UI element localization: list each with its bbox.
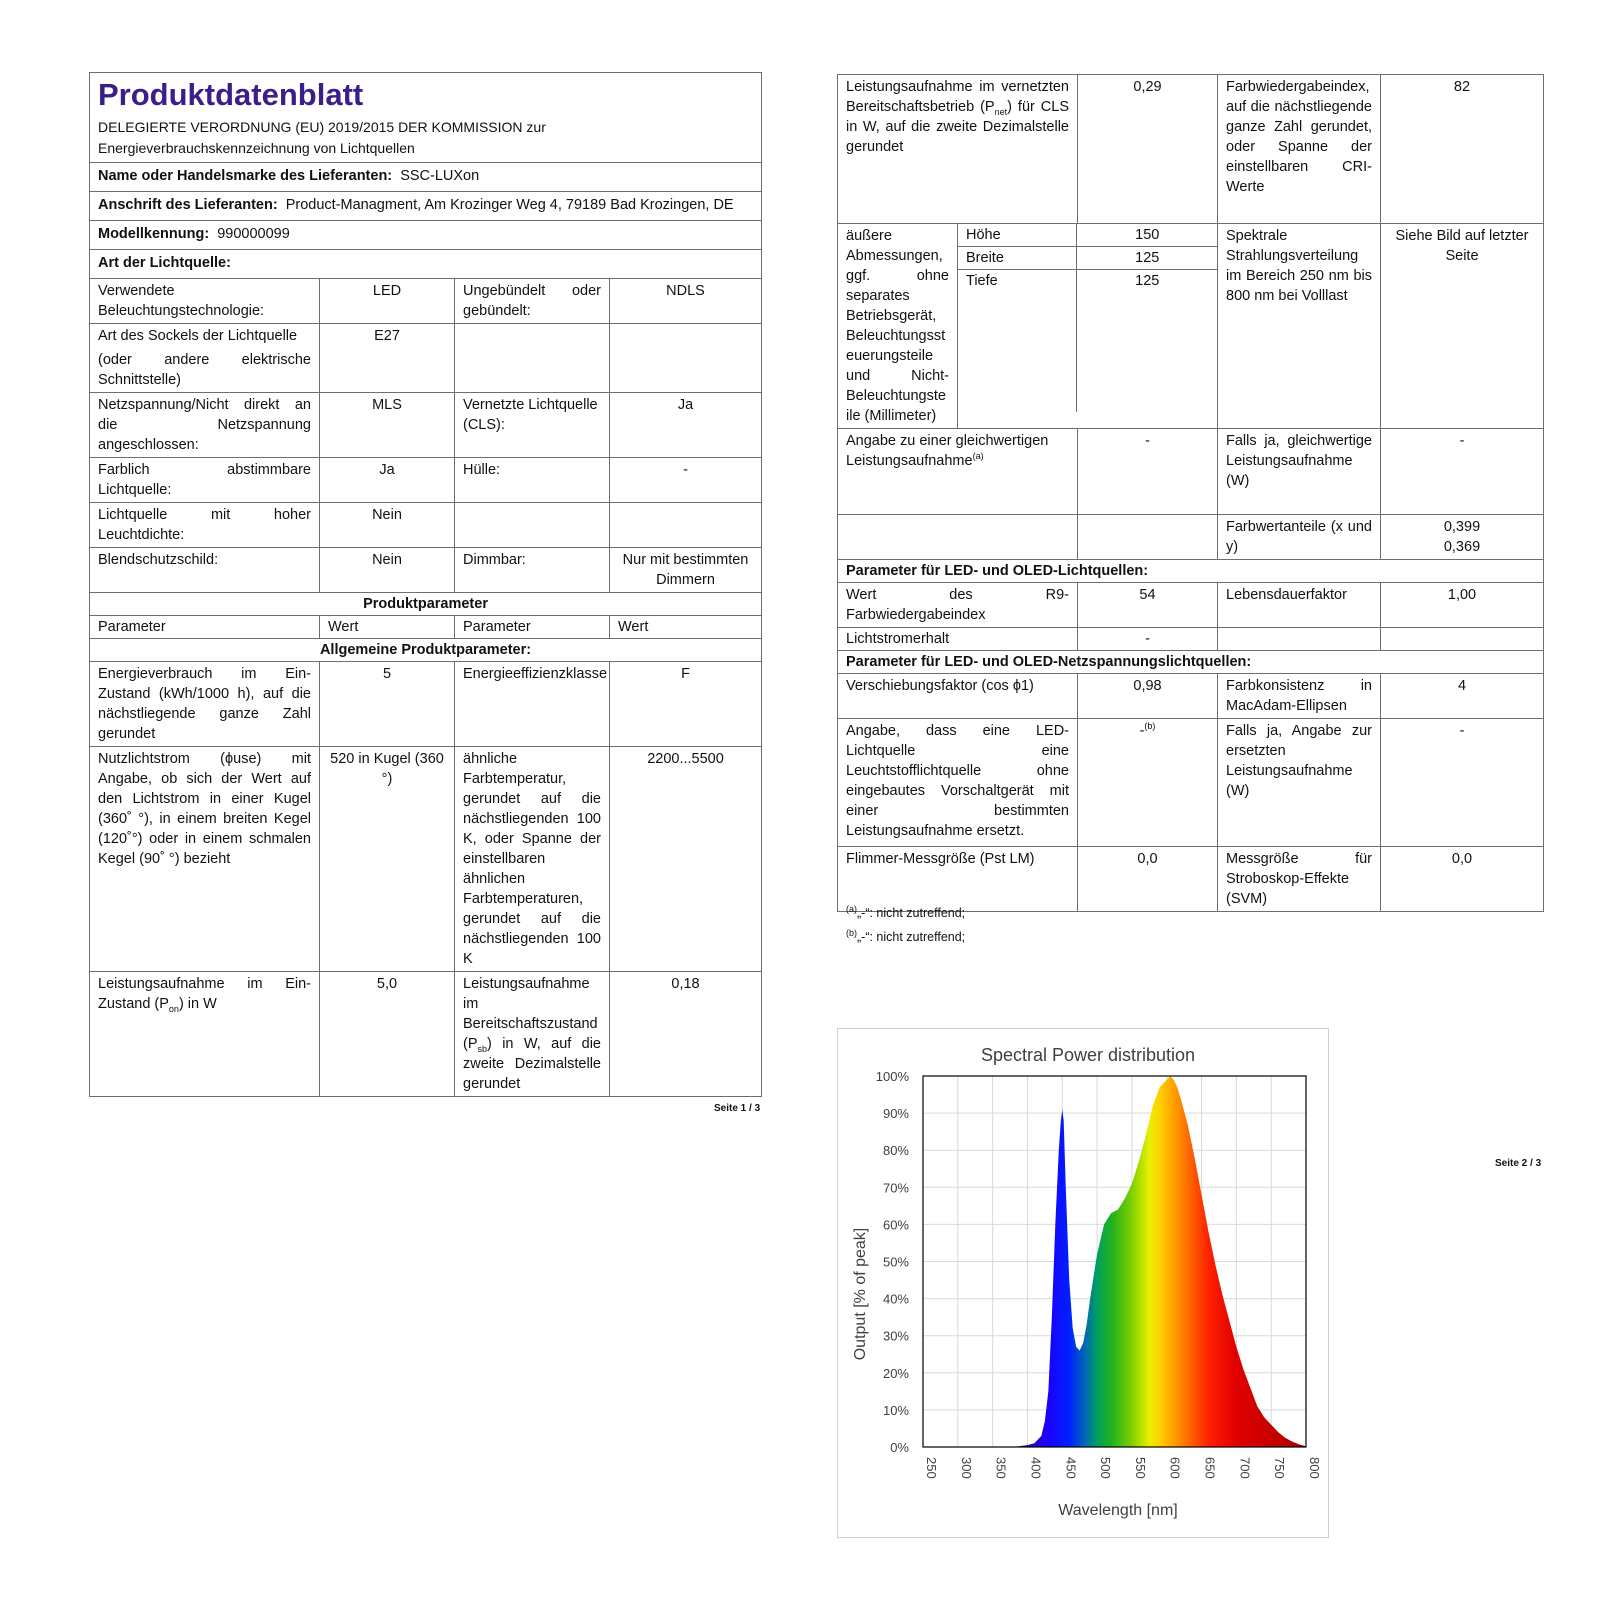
- footnote-b-text: „-“: nicht zutreffend;: [857, 930, 966, 944]
- equiv-value: -: [1078, 429, 1218, 515]
- page-number-2: Seite 2 / 3: [1495, 1158, 1542, 1169]
- replace2-value: -: [1381, 719, 1544, 847]
- mains-params-heading: Parameter für LED- und OLED-Netzspannungslichtquellen:: [838, 651, 1544, 674]
- param-label: Blendschutzschild:: [90, 548, 320, 593]
- replace-label: Angabe, dass eine LED-Lichtquelle eine Leuchtstofflichtquelle ohne eingebautes Vorschaltgerät mit einer bestimmten Leistungsaufnahme ersetzt.: [838, 719, 1078, 847]
- pnet-label-text: Leistungsaufnahme im vernetzten Bereitschaftsbetrieb (P: [846, 79, 1069, 115]
- page-number-1: Seite 1 / 3: [714, 1103, 761, 1114]
- width-value: 125: [1076, 247, 1218, 270]
- lifetime-label: Lebensdauerfaktor: [1218, 583, 1381, 628]
- equiv2-value: -: [1381, 429, 1544, 515]
- x-tick-label: 550: [1132, 1457, 1148, 1479]
- spectral-value: Siehe Bild auf letzter Seite: [1381, 224, 1544, 429]
- param-label: Lichtquelle mit hoher Leuchtdichte:: [90, 503, 320, 548]
- footnote-b: [846, 927, 966, 944]
- param-value: NDLS: [610, 279, 762, 324]
- param-value: Nein: [320, 503, 455, 548]
- dimensions-cell: [958, 224, 1218, 429]
- pon-label-post: ) in W: [178, 996, 217, 1012]
- param-label: Energieeffizienzklasse: [455, 662, 610, 747]
- footnote-a-mark: (a): [846, 903, 857, 914]
- spectral-label: Spektrale Strahlungsverteilung im Bereich 250 nm bis 800 nm bei Volllast: [1218, 224, 1381, 429]
- r9-value: 54: [1078, 583, 1218, 628]
- param-label: Verwendete Beleuchtungstechnologie:: [90, 279, 320, 324]
- replace-value-text: -: [1139, 723, 1145, 739]
- empty-cell: [455, 503, 610, 548]
- x-tick-label: 800: [1307, 1457, 1322, 1479]
- pon-label-text: Leistungsaufnahme im Ein-Zustand (P: [98, 976, 311, 1012]
- product-params-heading: Produktparameter: [90, 593, 762, 616]
- param-value: Ja: [320, 458, 455, 503]
- chroma-value: [1381, 515, 1544, 560]
- x-tick-label: 500: [1098, 1457, 1114, 1479]
- table-row: [90, 279, 762, 324]
- y-axis-label: Output [% of peak]: [852, 1227, 869, 1361]
- y-tick-label: 40%: [882, 1291, 909, 1307]
- equiv-sup: (a): [972, 451, 984, 462]
- x-tick-label: 700: [1237, 1457, 1253, 1479]
- table-row: [90, 324, 762, 393]
- param-label: Energieverbrauch im Ein-Zustand (kWh/1000 h), auf die nächstliegende ganze Zahl gerundet: [90, 662, 320, 747]
- page-title: Produktdatenblatt: [98, 77, 364, 112]
- table-row: [838, 719, 1544, 847]
- table-row: [90, 972, 762, 1097]
- cri-label: Farbwiedergabeindex, auf die nächstliegende ganze Zahl gerundet, oder Spanne der einstellbaren CRI-Werte: [1218, 75, 1381, 224]
- param-value: -: [610, 458, 762, 503]
- table-row: [838, 75, 1544, 224]
- empty-cell: [1381, 628, 1544, 651]
- chroma-y: 0,369: [1443, 539, 1481, 555]
- empty-cell: [838, 515, 1078, 560]
- socket-label-sub: (oder andere elektrische Schnittstelle): [98, 352, 311, 388]
- y-tick-label: 70%: [882, 1180, 909, 1196]
- pon-value: 5,0: [320, 972, 455, 1097]
- table-row: [838, 674, 1544, 719]
- dimensions-table: [958, 224, 1218, 412]
- y-tick-label: 80%: [882, 1143, 909, 1159]
- x-tick-label: 650: [1202, 1457, 1218, 1479]
- y-tick-label: 50%: [882, 1254, 909, 1270]
- param-label: Dimmbar:: [455, 548, 610, 593]
- supplier-name-row: [90, 163, 762, 192]
- y-tick-label: 10%: [882, 1402, 909, 1418]
- param-value: F: [610, 662, 762, 747]
- maint-label: Lichtstromerhalt: [838, 628, 1078, 651]
- depth-label: Tiefe: [958, 270, 1076, 412]
- table-row: [90, 662, 762, 747]
- psb-label: [455, 972, 610, 1097]
- psb-value: 0,18: [610, 972, 762, 1097]
- pnet-sub: net: [994, 106, 1008, 117]
- r9-label: Wert des R9-Farbwiedergabeindex: [838, 583, 1078, 628]
- psb-label-text: Leistungsaufnahme im Bereitschaftszustand (P: [463, 976, 598, 1052]
- pnet-label-post: ) für CLS in W, auf die zweite Dezimalstelle gerundet: [846, 99, 1069, 155]
- type-heading: Art der Lichtquelle:: [90, 250, 762, 279]
- param-label: Farblich abstimmbare Lichtquelle:: [90, 458, 320, 503]
- table-row: [838, 515, 1544, 560]
- depth-value: 125: [1076, 270, 1218, 412]
- param-value: Nein: [320, 548, 455, 593]
- pon-sub: on: [168, 1003, 179, 1014]
- supplier-name-value: SSC-LUXon: [400, 168, 480, 184]
- general-params-heading: Allgemeine Produktparameter:: [90, 639, 762, 662]
- col-value-header: Wert: [610, 616, 762, 639]
- param-label: Ungebündelt oder gebündelt:: [455, 279, 610, 324]
- x-tick-label: 300: [958, 1457, 974, 1479]
- chart-title: Spectral Power distribution: [980, 1045, 1196, 1065]
- x-tick-label: 250: [924, 1457, 939, 1479]
- param-value: 2200...5500: [610, 747, 762, 972]
- cos-value: 0,98: [1078, 674, 1218, 719]
- param-value: 520 in Kugel (360 °): [320, 747, 455, 972]
- datasheet-page-2: [837, 74, 1543, 912]
- table-row: [838, 583, 1544, 628]
- pnet-label: [838, 75, 1078, 224]
- param-label: ähnliche Farbtemperatur, gerundet auf die nächstliegenden 100 K, oder Spanne der einstellbaren ähnlichen Farbtemperaturen, gerundet auf die nächstliegenden 100 K: [455, 747, 610, 972]
- x-tick-label: 350: [993, 1457, 1009, 1479]
- x-tick-label: 400: [1028, 1457, 1044, 1479]
- param-value: MLS: [320, 393, 455, 458]
- supplier-name-label: Name oder Handelsmarke des Lieferanten:: [98, 168, 393, 184]
- footnote-a: [846, 903, 966, 920]
- x-tick-label: 450: [1063, 1457, 1079, 1479]
- spectral-chart-container: [837, 1028, 1329, 1538]
- replace2-label: Falls ja, Angabe zur ersetzten Leistungsaufnahme (W): [1218, 719, 1381, 847]
- macadam-value: 4: [1381, 674, 1544, 719]
- empty-cell: [610, 503, 762, 548]
- footnote-a-text: „-“: nicht zutreffend;: [857, 906, 966, 920]
- model-row: [90, 221, 762, 250]
- empty-cell: [455, 324, 610, 393]
- empty-cell: [1218, 628, 1381, 651]
- footnote-b-mark: (b): [846, 927, 857, 938]
- equiv-label: [838, 429, 1078, 515]
- x-tick-label: 750: [1272, 1457, 1288, 1479]
- param-label: Netzspannung/Nicht direkt an die Netzspannung angeschlossen:: [90, 393, 320, 458]
- supplier-address-value: Product-Managment, Am Krozinger Weg 4, 79189 Bad Krozingen, DE: [285, 197, 734, 213]
- table-row: [90, 747, 762, 972]
- page2-table: [837, 74, 1544, 912]
- y-tick-label: 20%: [882, 1365, 909, 1381]
- chroma-x: 0,399: [1443, 519, 1481, 535]
- pon-label: [90, 972, 320, 1097]
- pnet-value: 0,29: [1078, 75, 1218, 224]
- led-params-heading: Parameter für LED- und OLED-Lichtquellen:: [838, 560, 1544, 583]
- y-tick-label: 30%: [882, 1328, 909, 1344]
- equiv2-label: Falls ja, gleichwertige Leistungsaufnahme (W): [1218, 429, 1381, 515]
- param-value: 5: [320, 662, 455, 747]
- param-value: Ja: [610, 393, 762, 458]
- col-param-header: Parameter: [90, 616, 320, 639]
- height-label: Höhe: [958, 224, 1076, 247]
- psb-sub: sb: [477, 1043, 488, 1054]
- col-value-header: Wert: [320, 616, 455, 639]
- chroma-label: Farbwertanteile (x und y): [1218, 515, 1381, 560]
- table-row: [90, 503, 762, 548]
- model-label: Modellkennung:: [98, 226, 210, 242]
- cos-label: Verschiebungsfaktor (cos ϕ1): [838, 674, 1078, 719]
- table-row: [838, 628, 1544, 651]
- regulation-text: DELEGIERTE VERORDNUNG (EU) 2019/2015 DER KOMMISSION zur Energieverbrauchskennzeichnung von Lichtquellen: [98, 119, 546, 156]
- column-header-row: [90, 616, 762, 639]
- param-label: [90, 324, 320, 393]
- flicker-value: 0,0: [1078, 847, 1218, 912]
- page1-table: [89, 72, 762, 1097]
- flicker-label: Flimmer-Messgröße (Pst LM): [838, 847, 1078, 912]
- cri-value: 82: [1381, 75, 1544, 224]
- model-value: 990000099: [217, 226, 290, 242]
- equiv-label-text: Angabe zu einer gleichwertigen Leistungsaufnahme: [846, 433, 1049, 469]
- maint-value: -: [1078, 628, 1218, 651]
- supplier-address-row: [90, 192, 762, 221]
- strobe-label: Messgröße für Stroboskop-Effekte (SVM): [1218, 847, 1381, 912]
- table-row: [90, 458, 762, 503]
- height-value: 150: [1076, 224, 1218, 247]
- psb-label-post: ) in W, auf die zweite Dezimalstelle gerundet: [463, 1036, 601, 1092]
- replace-value: [1078, 719, 1218, 847]
- param-value: E27: [320, 324, 455, 393]
- table-row: [838, 224, 1544, 429]
- socket-label: Art des Sockels der Lichtquelle: [98, 328, 298, 344]
- supplier-address-label: Anschrift des Lieferanten:: [98, 197, 278, 213]
- datasheet-page-1: [89, 72, 761, 1097]
- table-row: [838, 429, 1544, 515]
- empty-cell: [610, 324, 762, 393]
- replace-sup: (b): [1144, 721, 1156, 732]
- param-value: LED: [320, 279, 455, 324]
- y-tick-label: 0%: [890, 1440, 909, 1455]
- y-tick-label: 100%: [875, 1069, 909, 1084]
- table-row: [90, 548, 762, 593]
- param-value: Nur mit bestimmten Dimmern: [610, 548, 762, 593]
- macadam-label: Farbkonsistenz in MacAdam-Ellipsen: [1218, 674, 1381, 719]
- strobe-value: 0,0: [1381, 847, 1544, 912]
- spectral-chart: [838, 1029, 1328, 1537]
- table-row: [90, 393, 762, 458]
- header-cell: [90, 73, 762, 163]
- width-label: Breite: [958, 247, 1076, 270]
- table-row: [838, 847, 1544, 912]
- param-label: Hülle:: [455, 458, 610, 503]
- empty-cell: [1078, 515, 1218, 560]
- param-label: Vernetzte Lichtquelle (CLS):: [455, 393, 610, 458]
- y-tick-label: 60%: [882, 1217, 909, 1233]
- lifetime-value: 1,00: [1381, 583, 1544, 628]
- col-param-header: Parameter: [455, 616, 610, 639]
- x-tick-label: 600: [1167, 1457, 1183, 1479]
- x-axis-label: Wavelength [nm]: [1058, 1502, 1178, 1519]
- param-label: Nutzlichtstrom (ϕuse) mit Angabe, ob sich der Wert auf den Lichtstrom in einer Kugel (360˚ °), in einem breiten Kegel (120˚°) oder in einem schmalen Kegel (90˚ °) bezieht: [90, 747, 320, 972]
- y-tick-label: 90%: [882, 1106, 909, 1122]
- dimensions-label: äußere Abmessungen, ggf. ohne separates Betriebsgerät, Beleuchtungssteuerungsteile und Nicht-Beleuchtungsteile (Millimeter): [838, 224, 958, 429]
